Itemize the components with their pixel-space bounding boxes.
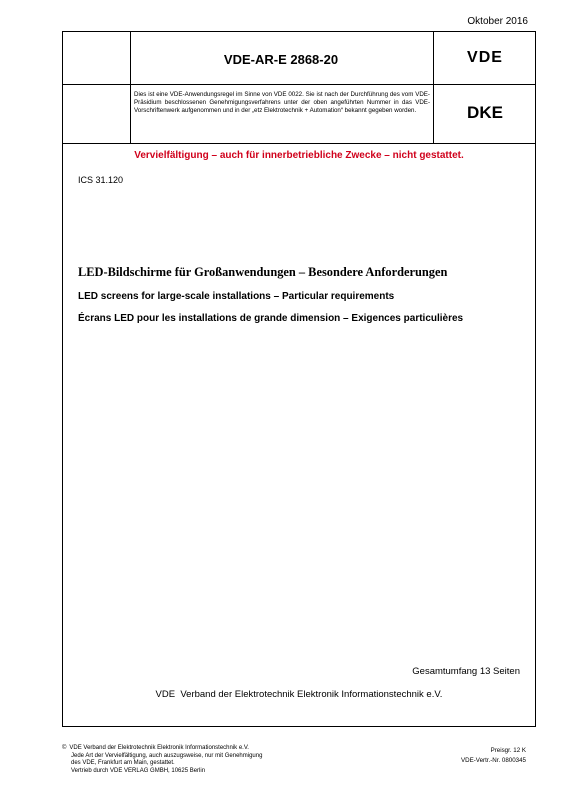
organization-line: VDE Verband der Elektrotechnik Elektronik Informationstechnik e.V. <box>155 689 443 700</box>
title-english: LED screens for large-scale installations – Particular requirements <box>78 291 395 302</box>
header-frame <box>62 31 536 727</box>
ics-code: ICS 31.120 <box>78 175 124 185</box>
footer-line-4: Vertrieb durch VDE VERLAG GMBH, 10625 Berlin <box>71 767 206 774</box>
dke-logo: DKE <box>467 103 503 122</box>
logo-divider <box>433 84 536 85</box>
copy-warning: Vervielfältigung – auch für innerbetriebliche Zwecke – nicht gestattet. <box>134 150 464 161</box>
publication-date: Oktober 2016 <box>467 16 528 27</box>
total-pages: Gesamtumfang 13 Seiten <box>412 666 520 677</box>
copyright-symbol: © <box>62 745 67 751</box>
header-note: Dies ist eine VDE-Anwendungsregel im Sinne von VDE 0022. Sie ist nach der Durchführung des vom VDE-Präsidium beschlossenen Genehmigungsverfahrens unter der oben angeführten Nummer in das VDE-Vorschriftenwerk aufgenommen und in der „etz Elektrotechnik + Automation“ bekannt gegeben worden. <box>134 91 430 115</box>
standard-number: VDE-AR-E 2868-20 <box>223 52 339 67</box>
price-group: Preisgr. 12 K <box>490 747 526 754</box>
footer-line-3: des VDE, Frankfurt am Main, gestattet. <box>71 760 175 767</box>
footer-price-block <box>461 746 526 766</box>
footer-copyright <box>62 745 332 775</box>
header-divider <box>62 84 433 85</box>
vde-logo: VDE <box>467 49 503 66</box>
order-number: VDE-Vertr.-Nr. 0800345 <box>461 757 526 764</box>
footer-line-1: VDE Verband der Elektrotechnik Elektronik Informationstechnik e.V. <box>69 745 249 751</box>
header-bottom-divider <box>62 143 536 144</box>
footer-line-2: Jede Art der Vervielfältigung, auch auszugsweise, nur mit Genehmigung <box>71 752 263 759</box>
header-right-column-divider <box>433 31 434 143</box>
header-left-column-divider <box>130 31 131 143</box>
title-french: Écrans LED pour les installations de grande dimension – Exigences particulières <box>78 313 464 324</box>
title-german: LED-Bildschirme für Großanwendungen – Besondere Anforderungen <box>78 265 448 279</box>
